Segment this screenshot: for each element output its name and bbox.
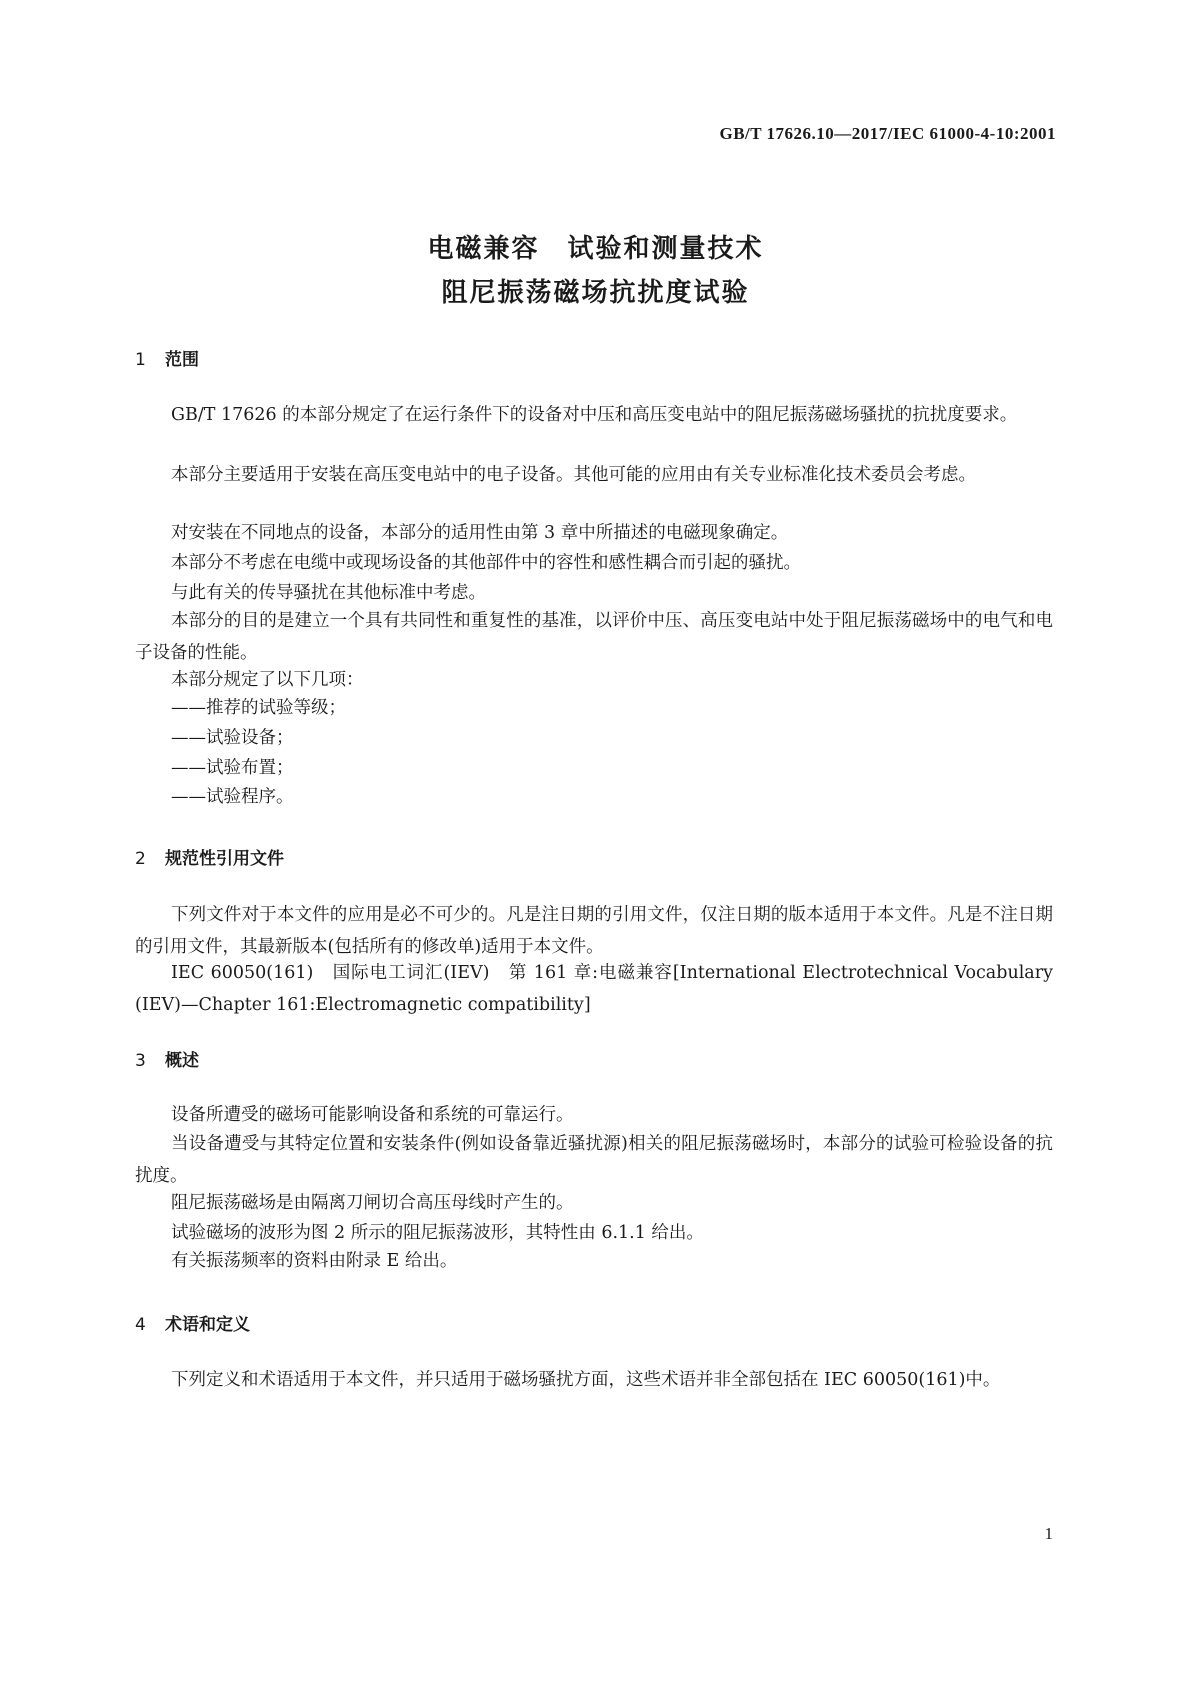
section-3-paragraph-3: 阻尼振荡磁场是由隔离刀闸切合高压母线时产生的。: [171, 1193, 574, 1213]
document-title-line1: [0, 228, 1191, 265]
section-2-paragraph-1: 下列文件对于本文件的应用是必不可少的。凡是注日期的引用文件，仅注日期的版本适用于本文件。凡是不注日期的引用文件，其最新版本(包括所有的修改单)适用于本文件。: [135, 905, 1053, 957]
document-title-line2: 阻尼振荡磁场抗扰度试验: [441, 278, 750, 308]
page-number: 1: [1044, 1524, 1053, 1543]
list-item: ——试验布置；: [171, 758, 294, 778]
list-item: ——推荐的试验等级；: [171, 698, 346, 718]
section-number: 3: [135, 1051, 146, 1071]
section-3-paragraph-5: 有关振荡频率的资料由附录 E 给出。: [171, 1251, 458, 1271]
section-1-heading: [135, 345, 199, 370]
section-3-paragraph-4: 试验磁场的波形为图 2 所示的阻尼振荡波形，其特性由 6.1.1 给出。: [171, 1223, 704, 1243]
section-1-paragraph-4: 本部分不考虑在电缆中或现场设备的其他部件中的容性和感性耦合而引起的骚扰。: [171, 553, 801, 573]
section-1-paragraph-7: 本部分规定了以下几项：: [171, 670, 364, 690]
section-number: 1: [135, 350, 146, 370]
section-number: 4: [135, 1315, 146, 1335]
section-3-paragraph-1: 设备所遭受的磁场可能影响设备和系统的可靠运行。: [171, 1105, 574, 1125]
section-1-paragraph-6: 本部分的目的是建立一个具有共同性和重复性的基准，以评价中压、高压变电站中处于阻尼振荡磁场中的电气和电子设备的性能。: [135, 611, 1053, 663]
section-title: 范围: [165, 350, 199, 370]
title-part-a: 电磁兼容: [427, 234, 540, 264]
section-title: 概述: [165, 1051, 199, 1071]
section-2-heading: [135, 844, 284, 869]
document-code: GB/T 17626.10—2017/IEC 61000-4-10:2001: [719, 124, 1056, 143]
section-title: 规范性引用文件: [165, 849, 284, 869]
section-3-paragraph-2: 当设备遭受与其特定位置和安装条件(例如设备靠近骚扰源)相关的阻尼振荡磁场时，本部分的试验可检验设备的抗扰度。: [135, 1134, 1053, 1186]
section-1-paragraph-1: GB/T 17626 的本部分规定了在运行条件下的设备对中压和高压变电站中的阻尼振荡磁场骚扰的抗扰度要求。: [171, 405, 1018, 425]
section-number: 2: [135, 849, 146, 869]
section-1-paragraph-3: 对安装在不同地点的设备，本部分的适用性由第 3 章中所描述的电磁现象确定。: [171, 523, 789, 543]
section-3-heading: [135, 1046, 199, 1071]
list-item: ——试验程序。: [171, 787, 294, 807]
title-part-b: 试验和测量技术: [567, 234, 764, 264]
section-2-reference: IEC 60050(161) 国际电工词汇(IEV) 第 161 章:电磁兼容[International Electrotechnical Vocabulary (IEV)—Chapter 161:Electromagnetic compatibility]: [135, 963, 1053, 1015]
section-4-paragraph-1: 下列定义和术语适用于本文件，并只适用于磁场骚扰方面，这些术语并非全部包括在 IEC 60050(161)中。: [171, 1370, 1001, 1390]
section-1-paragraph-2: 本部分主要适用于安装在高压变电站中的电子设备。其他可能的应用由有关专业标准化技术委员会考虑。: [171, 465, 976, 485]
list-item: ——试验设备；: [171, 728, 294, 748]
section-title: 术语和定义: [165, 1315, 250, 1335]
section-1-paragraph-5: 与此有关的传导骚扰在其他标准中考虑。: [171, 583, 486, 603]
section-4-heading: [135, 1310, 250, 1335]
